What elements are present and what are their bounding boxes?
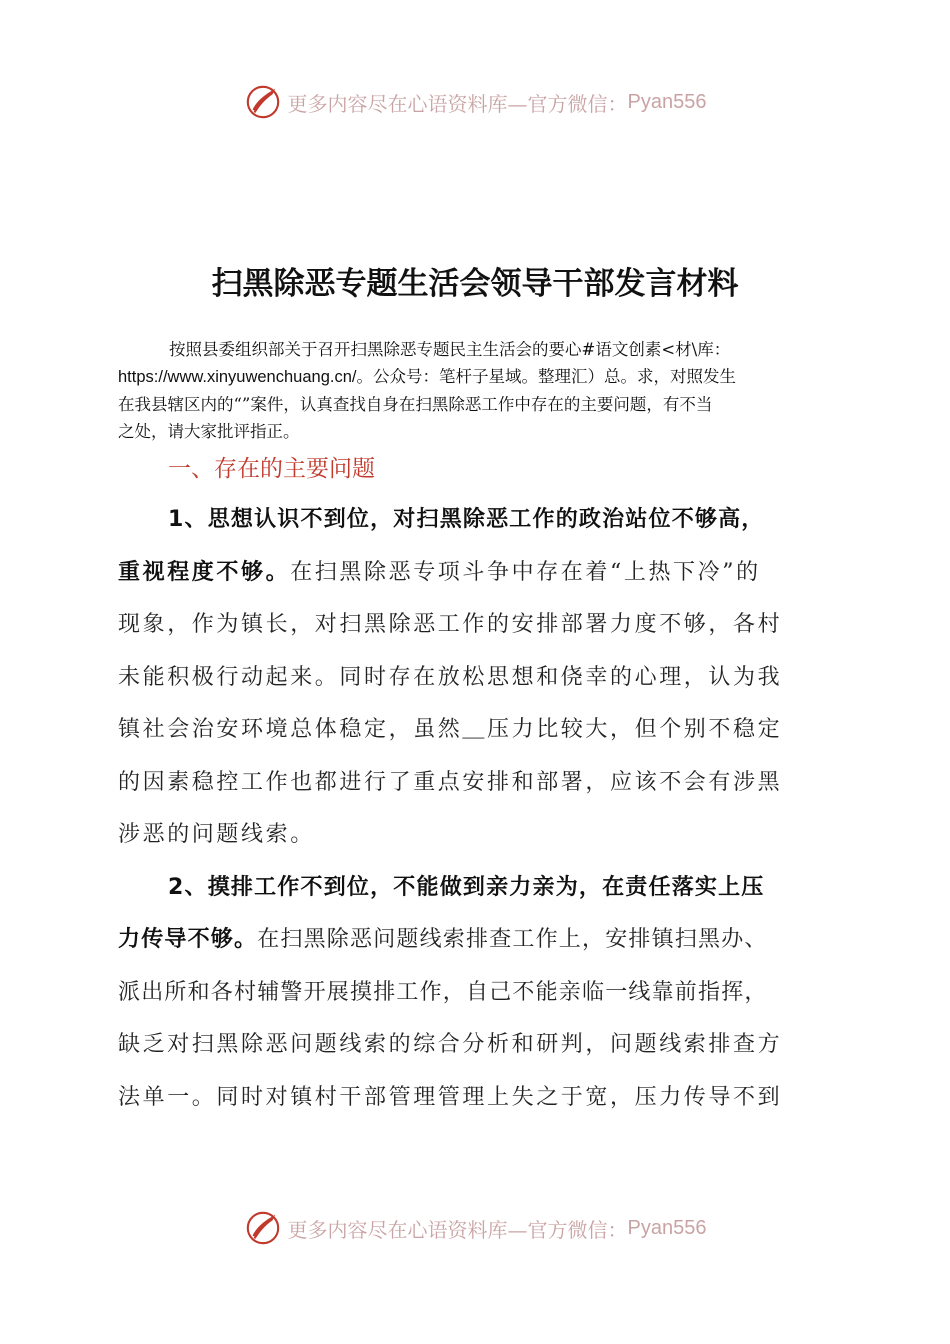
body-text xyxy=(118,494,834,1124)
body-line: 现象，作为镇长，对扫黑除恶工作的安排部署力度不够，各村 xyxy=(118,612,783,637)
body-line xyxy=(118,547,834,600)
body-line: 派出所和各村辅警开展摸排工作，自己不能亲临一线靠前指挥， xyxy=(118,979,768,1005)
section-heading: 一、存在的主要问题 xyxy=(168,456,375,482)
pen-logo-icon xyxy=(244,1209,282,1247)
header-banner xyxy=(0,82,950,122)
item2-bold-line xyxy=(118,862,834,915)
banner-text: 更多内容尽在心语资料库—官方微信： xyxy=(287,1217,628,1242)
item2-bold-end: 力传导不够。 xyxy=(118,927,258,952)
intro-line: 按照县委组织部关于召开扫黑除恶专题民主生活会的要心#语文创素<材\库： xyxy=(169,340,731,359)
body-line: 缺乏对扫黑除恶问题线索的综合分析和研判，问题线索排查方 xyxy=(118,1032,783,1057)
intro-line-rest: 。公众号：笔杆子星域。整理汇）总。求，对照发生 xyxy=(356,367,736,386)
item1-bold: 1、思想认识不到位，对扫黑除恶工作的政治站位不够高， xyxy=(168,507,765,532)
footer-banner xyxy=(0,1208,950,1248)
intro-url: https://www.xinyuwenchuang.cn/ xyxy=(118,368,357,386)
item2-bold: 2、摸排工作不到位，不能做到亲力亲为，在责任落实上压 xyxy=(168,874,765,900)
body-line: 未能积极行动起来。同时存在放松思想和侥幸的心理，认为我 xyxy=(118,664,783,690)
banner-wechat-id: Pyan556 xyxy=(627,90,707,113)
document-title: 扫黑除恶专题生活会领导干部发言材料 xyxy=(211,266,739,302)
banner-text: 更多内容尽在心语资料库—官方微信： xyxy=(287,91,628,116)
body-line: 镇社会治安环境总体稳定，虽然＿压力比较大，但个别不稳定 xyxy=(118,717,783,742)
intro-line: 之处，请大家批评指正。 xyxy=(118,422,300,441)
body-line: 涉恶的问题线索。 xyxy=(118,822,315,847)
item1-bold-line xyxy=(118,494,834,547)
body-line-rest: 在扫黑除恶问题线索排查工作上，安排镇扫黑办、 xyxy=(257,927,768,952)
body-line-rest: 在扫黑除恶专项斗争中存在着“上热下冷”的 xyxy=(290,559,761,585)
body-line: 的因素稳控工作也都进行了重点安排和部署，应该不会有涉黑 xyxy=(118,769,783,795)
intro-paragraph xyxy=(118,336,834,445)
banner-wechat-id: Pyan556 xyxy=(627,1216,707,1239)
intro-line: 在我县辖区内的“”案件，认真查找自身在扫黑除恶工作中存在的主要问题，有不当 xyxy=(118,395,713,414)
body-line: 法单一。同时对镇村干部管理管理上失之于宽，压力传导不到 xyxy=(118,1084,783,1110)
item1-bold-end: 重视程度不够。 xyxy=(118,559,291,585)
pen-logo-icon xyxy=(244,83,282,121)
intro-line xyxy=(118,363,834,391)
body-line xyxy=(118,914,834,967)
